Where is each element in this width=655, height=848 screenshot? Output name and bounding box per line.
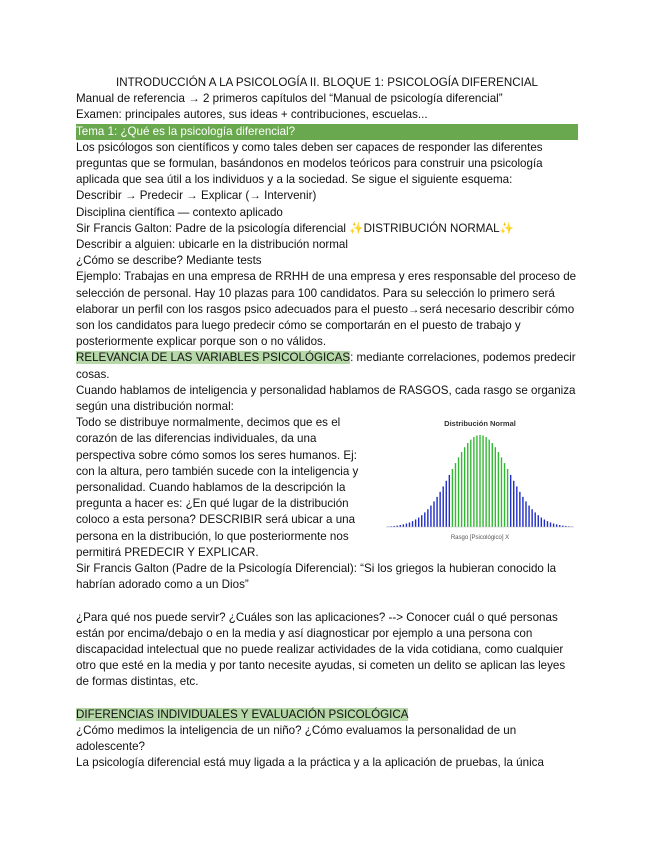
paragraph-todo: Todo se distribuye normalmente, decimos que es el corazón de las diferencias individuales, da una perspectiva sobre cómo somos los seres humanos. Ej: con la altura, pero también sucede con la inteligencia y personalidad. Cuando hablamos de la descripción la pregunta a hacer es: ¿En qué lugar de la distribución coloco a esta persona? DESCRIBIR será ubicar a una persona en la distribución, lo que posteriormente nos permitirá PREDECIR Y EXPLICAR. [76,416,359,559]
sparkle-icon: ✨ [499,221,515,235]
relevancia-line [76,350,578,382]
schema-line: Describir → Predecir → Explicar (→ Intervenir) [76,189,317,203]
chart-svg [382,415,578,555]
chart-title: Distribución Normal [444,419,516,429]
section-heading-tema1: Tema 1: ¿Qué es la psicología diferencial? [76,124,578,140]
paragraph-intro: Los psicólogos son científicos y como tales deben ser capaces de responder las diferentes preguntas que se formulan, basándonos en modelos teóricos para construir una psicología aplicada que sea útil a los individuos y a la sociedad. Se sigue el siguiente esquema: [76,140,543,187]
paragraph-rasgos: Cuando hablamos de inteligencia y personalidad hablamos de RASGOS, cada rasgo se organiza según una distribución normal: [76,383,576,414]
chart-xlabel: Rasgo [Psicológico] X [450,535,510,542]
paragraph-ultima: La psicología diferencial está muy ligada a la práctica y a la aplicación de pruebas, la única [76,756,544,770]
paragraph-ejemplo: Ejemplo: Trabajas en una empresa de RRHH de una empresa y eres responsable del proceso de selección de personal. Hay 10 plazas para 100 candidatos. Para su selección lo primero será elaborar un perfil con los rasgos psico adecuados para el puesto→será necesario describir cómo son los candidatos para luego predecir cómo se comportarán en el puesto de trabajo y posteriormente explicar porque son o no válidos. [76,270,577,349]
reference-line: Manual de referencia → 2 primeros capítulos del “Manual de psicología diferencial” [76,92,503,106]
galton-quote: Sir Francis Galton (Padre de la Psicología Diferencial): “Si los griegos la hubieran conocido la habrían adorado como a un Dios” [76,562,557,592]
diferencias-line [76,707,578,723]
sparkle-icon: ✨ [349,221,364,235]
distribucion-normal-text: DISTRIBUCIÓN NORMAL [363,221,500,235]
disciplina-line: Disciplina científica — contexto aplicado [76,205,283,219]
section-heading-diferencias: DIFERENCIAS INDIVIDUALES Y EVALUACIÓN PSICOLÓGICA [76,707,409,721]
page-title: INTRODUCCIÓN A LA PSICOLOGÍA II. BLOQUE 1: PSICOLOGÍA DIFERENCIAL [116,76,538,89]
chart-bars [388,435,572,527]
como-describe-line: ¿Cómo se describe? Mediante tests [76,254,262,268]
paragraph-como-medimos: ¿Cómo medimos la inteligencia de un niño? ¿Cómo evaluamos la personalidad de un adolescente? [76,723,517,753]
spacer [76,594,578,610]
spacer [76,691,578,707]
chart-text-block [76,415,578,561]
galton-text: Sir Francis Galton: Padre de la psicología diferencial [76,221,350,235]
normal-distribution-chart [382,415,578,555]
exam-line: Examen: principales autores, sus ideas + contribuciones, escuelas... [76,108,428,122]
describir-line: Describir a alguien: ubicarle en la distribución normal [76,238,348,252]
document-body [76,75,578,771]
section-heading-relevancia: RELEVANCIA DE LAS VARIABLES PSICOLÓGICAS [76,351,351,365]
paragraph-para-que: ¿Para qué nos puede servir? ¿Cuáles son las aplicaciones? --> Conocer cuál o qué personas están por encima/debajo o en la media y así diagnosticar por ejemplo a una persona con discapacidad intelectual que no puede realizar actividades de la vida cotidiana, como cualquier otro que esté en la media y por tanto necesite ayudas, si cometen un delito se aplican las leyes de formas distintas, etc. [76,610,566,689]
relevancia-rest: : mediante correlaciones, podemos predecir cosas. [76,351,576,381]
galton-line [76,221,578,237]
